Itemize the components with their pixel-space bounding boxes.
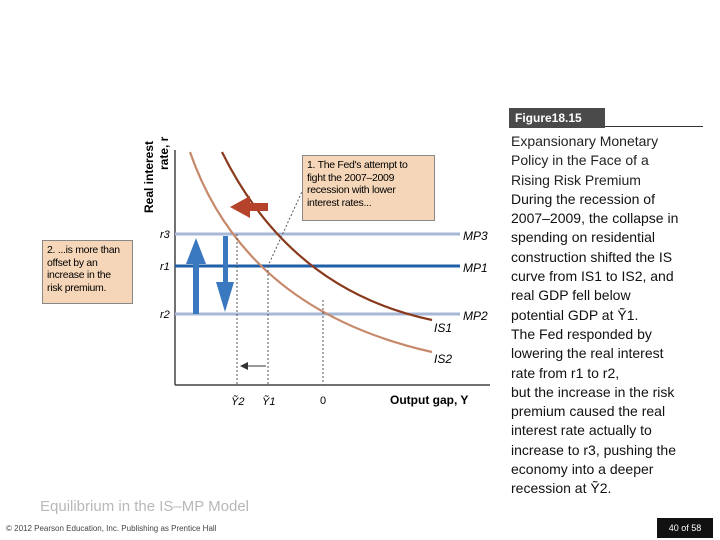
sidebar-body-line: increase to r3, pushing the	[511, 441, 676, 458]
figure-label: Figure18.15	[509, 108, 605, 128]
annotation-risk-premium	[42, 240, 133, 304]
rate-up-arrow-head	[186, 238, 206, 264]
y-axis-label-line2: rate, r	[157, 136, 171, 170]
y-axis-label-line1: Real interest	[142, 140, 156, 213]
y1-tick: Ỹ1	[262, 396, 276, 408]
mp1-label: MP1	[463, 261, 488, 275]
annotation-risk-line: increase in the	[47, 269, 111, 281]
sidebar-body-line: potential GDP at Ỹ1.	[511, 306, 639, 323]
x-axis-label: Output gap, Y	[390, 393, 469, 407]
slide-footer-title: Equilibrium in the IS–MP Model	[40, 498, 249, 515]
rate-down-arrow-head	[216, 282, 234, 312]
rate-down-arrow-body	[223, 236, 228, 284]
r3-label: r3	[160, 229, 170, 241]
sidebar-body-line: but the increase in the risk	[511, 383, 675, 400]
is-shift-arrow-head	[230, 196, 250, 218]
sidebar-body-line: The Fed responded by	[511, 325, 652, 342]
sidebar-body-line: lowering the real interest	[511, 345, 664, 362]
annotation-risk-line: offset by an	[47, 256, 98, 269]
mp2-label: MP2	[463, 309, 488, 323]
sidebar-body-line: recession at Ỹ2.	[511, 480, 612, 497]
zero-tick: 0	[320, 395, 327, 407]
sidebar-body-line: construction shifted the IS	[511, 248, 673, 265]
mp3-label: MP3	[463, 229, 488, 243]
sidebar-body-line: rate from r1 to r2,	[511, 364, 620, 381]
shift-arrow-head	[240, 362, 248, 370]
sidebar-title-line: Rising Risk Premium	[511, 171, 641, 188]
annotation-fed-line: fight the 2007–2009	[307, 171, 395, 184]
sidebar-body-line: interest rate actually to	[511, 422, 652, 439]
sidebar-body-line: economy into a deeper	[511, 461, 654, 478]
sidebar-body-line: During the recession of	[511, 190, 655, 207]
is2-label: IS2	[434, 352, 453, 366]
sidebar-body-line: curve from IS1 to IS2, and	[511, 268, 674, 285]
is1-label: IS1	[434, 321, 453, 335]
r2-label: r2	[160, 309, 170, 321]
figure-rule	[605, 126, 703, 127]
page-number-badge: 40 of 58	[657, 518, 713, 538]
annotation-risk-line: risk premium.	[47, 281, 107, 294]
sidebar-body-line: spending on residential	[511, 229, 655, 246]
y2-tick: Ỹ2	[231, 396, 245, 408]
annotation-pointer	[268, 185, 305, 266]
sidebar-body-line: 2007–2009, the collapse in	[511, 210, 679, 227]
sidebar-body-line: premium caused the real	[511, 403, 666, 420]
sidebar-text	[511, 132, 711, 499]
annotation-risk-line: 2. ...is more than	[47, 244, 120, 256]
sidebar-title-line: Policy in the Face of a	[511, 152, 649, 169]
annotation-fed-attempt	[302, 155, 435, 221]
sidebar-body-line: real GDP fell below	[511, 287, 631, 304]
annotation-fed-line: interest rates...	[307, 196, 372, 209]
annotation-fed-line: recession with lower	[307, 184, 396, 196]
annotation-fed-line: 1. The Fed's attempt to	[307, 159, 408, 171]
copyright-notice: © 2012 Pearson Education, Inc. Publishing as Prentice Hall	[6, 524, 217, 533]
sidebar-title-line: Expansionary Monetary	[511, 133, 659, 149]
r1-label: r1	[160, 261, 170, 273]
rate-up-arrow-body	[193, 262, 199, 314]
